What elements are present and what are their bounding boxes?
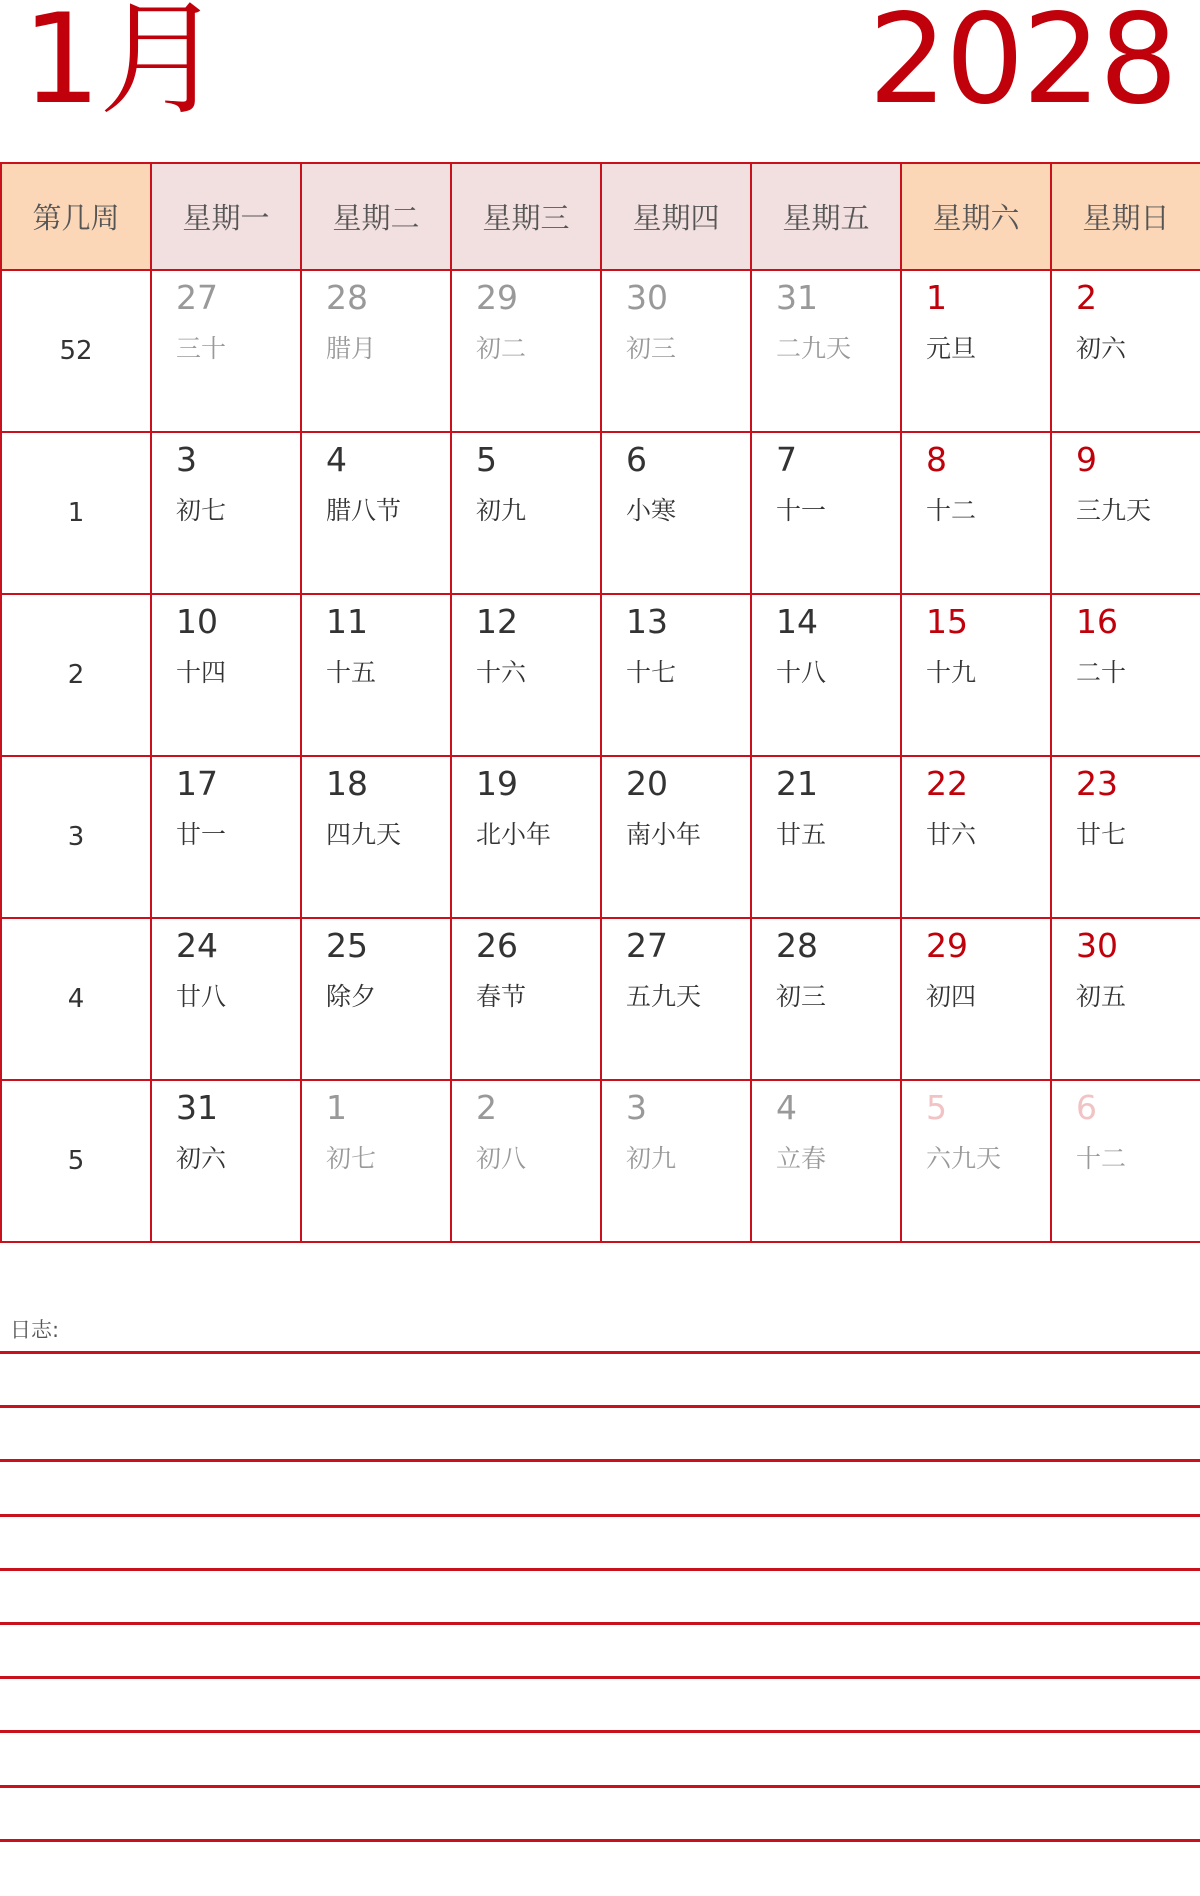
day-cell[interactable]	[751, 594, 901, 756]
day-cell[interactable]	[1051, 594, 1200, 756]
lunar-date: 初四	[926, 982, 977, 1011]
day-number: 26	[476, 926, 518, 965]
day-cell[interactable]	[751, 270, 901, 432]
day-number: 4	[776, 1088, 797, 1127]
week-row	[1, 918, 1200, 1080]
note-line[interactable]	[0, 1405, 1200, 1408]
day-number: 4	[326, 440, 347, 479]
day-number: 27	[176, 278, 218, 317]
year-title: 2028	[868, 0, 1176, 132]
day-cell[interactable]	[301, 270, 451, 432]
week-number: 5	[1, 1080, 151, 1242]
day-number: 6	[626, 440, 647, 479]
day-cell[interactable]	[451, 432, 601, 594]
day-cell[interactable]	[451, 918, 601, 1080]
day-cell[interactable]	[301, 594, 451, 756]
lunar-date: 初九	[476, 496, 527, 525]
day-number: 9	[1076, 440, 1097, 479]
day-number: 8	[926, 440, 947, 479]
lunar-date: 腊月	[326, 334, 377, 363]
day-cell[interactable]	[601, 594, 751, 756]
day-number: 28	[326, 278, 368, 317]
lunar-date: 元旦	[926, 334, 977, 363]
note-line[interactable]	[0, 1351, 1200, 1354]
column-header-tuesday: 星期二	[301, 163, 451, 270]
calendar-header-row	[1, 163, 1200, 270]
day-cell[interactable]	[301, 756, 451, 918]
lunar-date: 三十	[176, 334, 227, 363]
day-cell[interactable]	[751, 918, 901, 1080]
day-cell[interactable]	[751, 1080, 901, 1242]
lunar-date: 十八	[776, 658, 827, 687]
day-number: 16	[1076, 602, 1118, 641]
lunar-date: 初三	[626, 334, 677, 363]
week-row	[1, 594, 1200, 756]
lunar-date: 腊八节	[326, 496, 402, 525]
day-cell[interactable]	[1051, 918, 1200, 1080]
lunar-date: 五九天	[626, 982, 702, 1011]
day-number: 29	[476, 278, 518, 317]
lunar-date: 春节	[476, 982, 527, 1011]
day-cell[interactable]	[451, 756, 601, 918]
day-number: 14	[776, 602, 818, 641]
lunar-date: 初六	[176, 1144, 227, 1173]
lunar-date: 廿一	[176, 820, 227, 849]
day-cell[interactable]	[751, 432, 901, 594]
day-cell[interactable]	[601, 1080, 751, 1242]
calendar-body	[1, 270, 1200, 1242]
note-line[interactable]	[0, 1568, 1200, 1571]
day-number: 18	[326, 764, 368, 803]
note-line[interactable]	[0, 1839, 1200, 1842]
day-cell[interactable]	[151, 1080, 301, 1242]
column-header-wednesday: 星期三	[451, 163, 601, 270]
column-header-week-number: 第几周	[1, 163, 151, 270]
day-number: 23	[1076, 764, 1118, 803]
day-number: 25	[326, 926, 368, 965]
day-cell[interactable]	[1051, 1080, 1200, 1242]
lunar-date: 四九天	[326, 820, 402, 849]
day-number: 12	[476, 602, 518, 641]
lunar-date: 初五	[1076, 982, 1127, 1011]
day-number: 27	[626, 926, 668, 965]
day-number: 10	[176, 602, 218, 641]
lunar-date: 初八	[476, 1144, 527, 1173]
lunar-date: 除夕	[326, 982, 377, 1011]
day-cell[interactable]	[151, 270, 301, 432]
lunar-date: 三九天	[1076, 496, 1152, 525]
week-number: 2	[1, 594, 151, 756]
lunar-date: 初六	[1076, 334, 1127, 363]
day-cell[interactable]	[601, 756, 751, 918]
day-number: 29	[926, 926, 968, 965]
week-row	[1, 432, 1200, 594]
day-number: 21	[776, 764, 818, 803]
week-number: 4	[1, 918, 151, 1080]
column-header-friday: 星期五	[751, 163, 901, 270]
day-cell[interactable]	[1051, 270, 1200, 432]
lunar-date: 小寒	[626, 496, 677, 525]
day-number: 5	[926, 1088, 947, 1127]
day-cell[interactable]	[151, 594, 301, 756]
lunar-date: 立春	[776, 1144, 827, 1173]
day-cell[interactable]	[301, 432, 451, 594]
day-number: 15	[926, 602, 968, 641]
day-number: 30	[1076, 926, 1118, 965]
day-number: 11	[326, 602, 368, 641]
day-cell[interactable]	[901, 918, 1051, 1080]
day-cell[interactable]	[751, 756, 901, 918]
day-cell[interactable]	[601, 918, 751, 1080]
column-header-monday: 星期一	[151, 163, 301, 270]
day-cell[interactable]	[151, 918, 301, 1080]
column-header-thursday: 星期四	[601, 163, 751, 270]
note-line[interactable]	[0, 1676, 1200, 1679]
day-cell[interactable]	[151, 756, 301, 918]
day-number: 19	[476, 764, 518, 803]
lunar-date: 廿八	[176, 982, 227, 1011]
day-cell[interactable]	[151, 432, 301, 594]
lunar-date: 北小年	[476, 820, 552, 849]
lunar-date: 廿七	[1076, 820, 1127, 849]
day-cell[interactable]	[901, 432, 1051, 594]
day-cell[interactable]	[901, 756, 1051, 918]
lunar-date: 初九	[626, 1144, 677, 1173]
day-cell[interactable]	[301, 1080, 451, 1242]
day-cell[interactable]	[451, 270, 601, 432]
day-cell[interactable]	[601, 432, 751, 594]
day-number: 28	[776, 926, 818, 965]
lunar-date: 初七	[176, 496, 227, 525]
day-number: 20	[626, 764, 668, 803]
lunar-date: 初二	[476, 334, 527, 363]
note-line[interactable]	[0, 1785, 1200, 1788]
column-header-saturday: 星期六	[901, 163, 1051, 270]
week-row	[1, 270, 1200, 432]
lunar-date: 南小年	[626, 820, 702, 849]
lunar-date: 十四	[176, 658, 227, 687]
lunar-date: 初三	[776, 982, 827, 1011]
lunar-date: 十九	[926, 658, 977, 687]
day-cell[interactable]	[601, 270, 751, 432]
day-cell[interactable]	[301, 918, 451, 1080]
lunar-date: 二九天	[776, 334, 852, 363]
week-number: 1	[1, 432, 151, 594]
day-number: 1	[926, 278, 947, 317]
lunar-date: 六九天	[926, 1144, 1002, 1173]
lunar-date: 廿五	[776, 820, 827, 849]
day-number: 7	[776, 440, 797, 479]
day-cell[interactable]	[1051, 432, 1200, 594]
day-number: 6	[1076, 1088, 1097, 1127]
lunar-date: 十二	[926, 496, 977, 525]
lunar-date: 廿六	[926, 820, 977, 849]
calendar-grid	[0, 162, 1200, 1243]
day-number: 24	[176, 926, 218, 965]
lunar-date: 十六	[476, 658, 527, 687]
day-number: 22	[926, 764, 968, 803]
day-cell[interactable]	[901, 1080, 1051, 1242]
lunar-date: 十五	[326, 658, 377, 687]
day-number: 31	[776, 278, 818, 317]
day-cell[interactable]	[451, 594, 601, 756]
day-number: 30	[626, 278, 668, 317]
lunar-date: 十一	[776, 496, 827, 525]
day-number: 1	[326, 1088, 347, 1127]
day-number: 31	[176, 1088, 218, 1127]
week-number: 3	[1, 756, 151, 918]
week-row	[1, 1080, 1200, 1242]
day-cell[interactable]	[1051, 756, 1200, 918]
note-line[interactable]	[0, 1459, 1200, 1462]
day-number: 2	[476, 1088, 497, 1127]
day-number: 5	[476, 440, 497, 479]
day-number: 13	[626, 602, 668, 641]
note-line[interactable]	[0, 1514, 1200, 1517]
lunar-date: 初七	[326, 1144, 377, 1173]
note-line[interactable]	[0, 1730, 1200, 1733]
day-cell[interactable]	[901, 594, 1051, 756]
day-number: 2	[1076, 278, 1097, 317]
lunar-date: 十二	[1076, 1144, 1127, 1173]
day-number: 3	[176, 440, 197, 479]
lunar-date: 二十	[1076, 658, 1127, 687]
notes-label: 日志:	[10, 1318, 60, 1342]
month-title: 1月	[22, 0, 221, 132]
day-cell[interactable]	[451, 1080, 601, 1242]
day-cell[interactable]	[901, 270, 1051, 432]
week-number: 52	[1, 270, 151, 432]
note-line[interactable]	[0, 1622, 1200, 1625]
lunar-date: 十七	[626, 658, 677, 687]
day-number: 3	[626, 1088, 647, 1127]
day-number: 17	[176, 764, 218, 803]
week-row	[1, 756, 1200, 918]
column-header-sunday: 星期日	[1051, 163, 1200, 270]
